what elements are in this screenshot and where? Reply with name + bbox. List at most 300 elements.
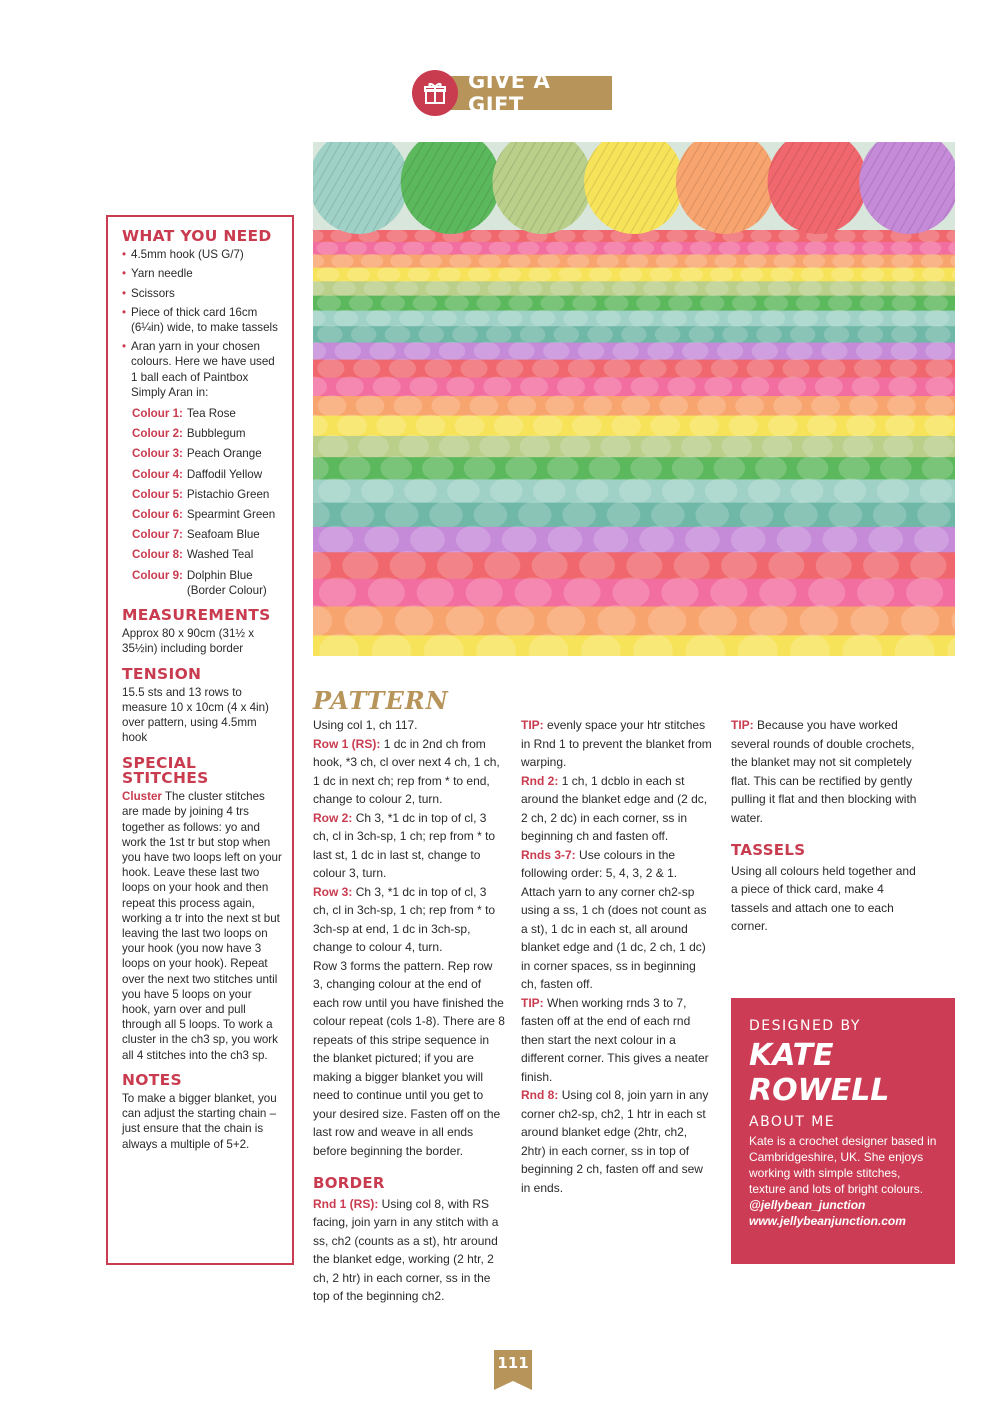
cluster-stitch xyxy=(559,267,582,282)
cluster-stitch xyxy=(662,310,687,327)
cluster-stitch xyxy=(381,295,405,311)
cluster-stitch xyxy=(431,241,453,255)
cluster-stitch xyxy=(797,456,829,480)
cluster-stitch xyxy=(604,241,626,255)
cluster-stitch xyxy=(922,456,954,480)
cluster-stitch xyxy=(926,359,953,379)
cluster-stitch xyxy=(399,435,430,458)
cluster-stitch xyxy=(714,254,736,268)
cluster-stitch xyxy=(857,325,883,343)
cluster-stitch xyxy=(631,377,659,397)
cluster-stitch xyxy=(486,325,512,343)
cluster-stitch xyxy=(674,281,698,297)
cluster-stitch xyxy=(891,254,913,268)
cluster-stitch xyxy=(802,435,833,458)
cluster-stitch xyxy=(528,267,551,282)
cluster-stitch xyxy=(508,254,530,268)
cluster-stitch xyxy=(767,281,791,297)
cluster-stitch xyxy=(358,435,389,458)
cluster-stitch xyxy=(831,267,854,282)
blanket-stripe xyxy=(313,296,955,312)
pattern-column-2 xyxy=(521,716,713,1197)
cluster-stitch xyxy=(826,310,851,327)
cluster-stitch xyxy=(636,295,660,311)
cluster-stitch xyxy=(889,377,917,397)
cluster-stitch xyxy=(341,501,375,528)
cluster-stitch xyxy=(828,501,862,528)
cluster-stitch xyxy=(548,526,583,554)
cluster-stitch xyxy=(818,359,845,379)
cluster-stitch xyxy=(572,415,602,437)
cluster-stitch xyxy=(519,281,543,297)
cluster-stitch xyxy=(567,254,589,268)
cluster-stitch xyxy=(621,325,647,343)
cluster-stitch xyxy=(393,395,422,416)
cluster-stitch xyxy=(317,267,340,282)
cluster-stitch xyxy=(489,241,511,255)
cluster-stitch xyxy=(834,478,867,504)
cluster-stitch xyxy=(339,456,371,480)
cluster-stitch xyxy=(507,395,536,416)
cluster-stitch xyxy=(464,456,496,480)
cluster-stitch xyxy=(921,254,943,268)
cluster-stitch xyxy=(759,577,796,607)
cluster-stitch xyxy=(697,395,726,416)
cluster-stitch xyxy=(690,241,712,255)
cluster-stitch xyxy=(891,241,913,255)
cluster-stitch xyxy=(466,577,503,607)
cluster-stitch xyxy=(356,395,385,416)
cluster-stitch xyxy=(923,435,954,458)
cluster-stitch xyxy=(457,281,481,297)
cluster-stitch xyxy=(695,501,729,528)
cluster-stitch xyxy=(394,281,418,297)
cluster-stitch xyxy=(680,267,703,282)
cluster-stitch xyxy=(705,478,738,504)
cluster-stitch xyxy=(891,325,917,343)
cluster-stitch xyxy=(854,359,881,379)
cluster-stitch xyxy=(762,435,793,458)
cluster-stitch xyxy=(667,377,695,397)
cluster-stitch xyxy=(674,551,710,580)
cluster-stitch xyxy=(682,342,708,361)
cluster-stitch xyxy=(857,577,894,607)
cluster-stitch xyxy=(389,359,416,379)
cluster-stitch xyxy=(399,310,424,327)
cluster-stitch xyxy=(416,415,446,437)
cluster-stitch xyxy=(575,241,597,255)
pattern-row-1: Row 1 (RS): 1 dc in 2nd ch from hook, *3 ch, cl over next 4 ch, 1 ch, 1 dc in next ch; rep from * to end, change to colour 2, turn. xyxy=(313,736,500,806)
cluster-stitch xyxy=(422,456,454,480)
section-badge xyxy=(412,70,612,116)
cluster-stitch xyxy=(922,267,945,282)
pattern-repeat-text: Row 3 forms the pattern. Rep row 3, changing colour at the end of each row until you have finished the colour repeat (cols 1-8). There are 8 repeats of this stripe sequence in the blanket pictured; if you are making a bigger blanket you will need to continue until you get to your desired size. Fasten off on the last row and weave in all ends before beginning the border. xyxy=(313,958,505,1158)
cluster-stitch xyxy=(632,241,654,255)
colour-item: Colour 2: Bubblegum xyxy=(132,427,246,441)
pattern-row-3: Row 3: Ch 3, *1 dc in top of cl, 3 ch, cl in 3ch-sp, 1 ch; rep from * to 3ch-sp at end, 1 dc in 3ch-sp, change to colour 4, turn. xyxy=(313,884,496,954)
cluster-stitch xyxy=(520,377,548,397)
cluster-stitch xyxy=(318,478,351,504)
cluster-stitch xyxy=(856,342,882,361)
cluster-stitch xyxy=(755,456,787,480)
cluster-stitch xyxy=(596,310,621,327)
cluster-stitch xyxy=(483,377,511,397)
cluster-stitch xyxy=(404,478,437,504)
cluster-stitch xyxy=(593,526,628,554)
cluster-stitch xyxy=(710,577,747,607)
cluster-stitch xyxy=(834,229,855,242)
cluster-stitch xyxy=(505,456,537,480)
cluster-stitch xyxy=(830,281,854,297)
cluster-stitch xyxy=(439,435,470,458)
pattern-column-3 xyxy=(731,716,921,936)
cluster-stitch xyxy=(445,295,469,311)
cluster-stitch xyxy=(793,310,818,327)
tension-text: 15.5 sts and 13 rows to measure 10 x 10cm (4 x 4in) over pattern, using 4.5mm hook xyxy=(122,685,269,745)
cluster-stitch xyxy=(368,577,405,607)
cluster-stitch xyxy=(782,359,809,379)
cluster-stitch xyxy=(597,605,635,637)
cluster-stitch xyxy=(518,501,552,528)
cluster-stitch xyxy=(417,577,454,607)
cluster-stitch xyxy=(597,254,619,268)
designer-bio: Kate is a crochet designer based in Cambridgeshire, UK. She enjoys working with simple stitches, texture and lots of bright colours. xyxy=(749,1134,937,1196)
cluster-stitch xyxy=(587,325,613,343)
cluster-stitch xyxy=(713,456,745,480)
cluster-stitch xyxy=(906,577,943,607)
about-me-label: ABOUT ME xyxy=(749,1114,836,1130)
cluster-stitch xyxy=(468,267,491,282)
cluster-stitch xyxy=(563,310,588,327)
pattern-intro: Using col 1, ch 117. xyxy=(313,718,418,732)
cluster-stitch xyxy=(407,267,430,282)
cluster-stitch xyxy=(582,229,603,242)
cluster-stitch xyxy=(410,377,438,397)
cluster-stitch xyxy=(373,377,401,397)
cluster-stitch xyxy=(833,241,855,255)
cluster-stitch xyxy=(484,551,520,580)
cluster-stitch xyxy=(689,325,715,343)
cluster-stitch xyxy=(508,295,532,311)
cluster-stitch xyxy=(583,395,612,416)
cluster-stitch xyxy=(891,342,917,361)
colour-item: Colour 8: Washed Teal xyxy=(132,548,254,562)
cluster-stitch xyxy=(885,415,915,437)
cluster-stitch xyxy=(731,526,766,554)
cluster-stitch xyxy=(576,478,609,504)
cluster-stitch xyxy=(386,229,407,242)
cluster-stitch xyxy=(776,241,798,255)
cluster-stitch xyxy=(520,435,551,458)
cluster-stitch xyxy=(862,254,884,268)
cluster-stitch xyxy=(474,342,500,361)
tassels-heading: TASSELS xyxy=(731,841,806,859)
special-stitches-heading: SPECIAL STITCHES xyxy=(122,753,209,787)
cluster-stitch xyxy=(852,377,880,397)
cluster-stitch xyxy=(546,241,568,255)
cluster-stitch xyxy=(429,501,463,528)
cluster-stitch xyxy=(562,501,596,528)
cluster-stitch xyxy=(317,325,343,343)
cluster-stitch xyxy=(924,295,948,311)
cluster-stitch xyxy=(740,267,763,282)
designer-box xyxy=(731,998,955,1264)
cluster-stitch xyxy=(347,267,370,282)
cluster-stitch xyxy=(502,526,537,554)
cluster-stitch xyxy=(496,359,523,379)
cluster-stitch xyxy=(333,310,358,327)
colour-item: Colour 4: Daffodil Yellow xyxy=(132,467,263,481)
blanket-photo xyxy=(313,142,955,656)
cluster-stitch xyxy=(760,310,785,327)
cluster-stitch xyxy=(749,605,787,637)
cluster-stitch xyxy=(369,342,395,361)
cluster-stitch xyxy=(764,295,788,311)
colour-item: Colour 3: Peach Orange xyxy=(132,447,262,461)
cluster-stitch xyxy=(568,359,595,379)
cluster-stitch xyxy=(494,415,524,437)
cluster-stitch xyxy=(621,395,650,416)
cluster-stitch xyxy=(538,254,560,268)
border-rnd-8: Rnd 8: Using col 8, join yarn in any corner ch2-sp, ch2, 1 htr in each st around blanket edge (2htr, ch2, 2htr) in each corner, ss in top of beginning 2 ch, fasten off and sew in ends. xyxy=(521,1088,709,1195)
cluster-stitch xyxy=(752,342,778,361)
cluster-stitch xyxy=(800,605,838,637)
cluster-stitch xyxy=(318,435,349,458)
cluster-stitch xyxy=(811,395,840,416)
cluster-stitch xyxy=(675,359,702,379)
measurements-text: Approx 80 x 90cm (31½ x 35½in) including border xyxy=(122,627,255,656)
cluster-stitch xyxy=(498,229,519,242)
cluster-stitch xyxy=(460,241,482,255)
pattern-row-2: Row 2: Ch 3, *1 dc in top of cl, 3 ch, cl in 3ch-sp, 1 ch; rep from * to last st, 1 dc in last st, change to colour 3, turn. xyxy=(313,810,496,880)
cluster-stitch xyxy=(533,415,563,437)
cluster-stitch xyxy=(579,551,615,580)
cluster-stitch xyxy=(773,254,795,268)
cluster-stitch xyxy=(721,435,752,458)
list-item: • Yarn needle xyxy=(122,266,282,281)
cluster-stitch xyxy=(604,359,631,379)
cluster-stitch xyxy=(432,310,457,327)
cluster-stitch xyxy=(698,605,736,637)
colour-item: Colour 7: Seafoam Blue xyxy=(132,528,260,542)
cluster-stitch xyxy=(747,241,769,255)
cluster-stitch xyxy=(655,254,677,268)
cluster-stitch xyxy=(925,395,954,416)
cluster-stitch xyxy=(798,281,822,297)
cluster-stitch xyxy=(756,325,782,343)
cluster-stitch xyxy=(846,415,876,437)
cluster-stitch xyxy=(361,478,394,504)
cluster-stitch xyxy=(331,254,353,268)
cluster-stitch xyxy=(455,415,485,437)
border-tip-1: TIP: evenly space your htr stitches in Rnd 1 to prevent the blanket from warping. xyxy=(521,718,712,769)
cluster-stitch xyxy=(704,377,732,397)
cluster-stitch xyxy=(685,254,707,268)
list-item: • 4.5mm hook (US G/7) xyxy=(122,247,282,262)
colour-item: Colour 9: Dolphin Blue (Border Colour) xyxy=(132,568,267,597)
cluster-stitch xyxy=(439,342,465,361)
cluster-stitch xyxy=(385,325,411,343)
cluster-stitch xyxy=(890,359,917,379)
border-rnd-2: Rnd 2: 1 ch, 1 dcblo in each st around the blanket edge and (2 dc, 2 ch, 2 dc) in each corner, ss in beginning ch and fasten off. xyxy=(521,773,708,843)
cluster-stitch xyxy=(532,359,559,379)
materials-sidebar xyxy=(106,215,294,1265)
cluster-stitch xyxy=(901,605,939,637)
cluster-stitch xyxy=(803,254,825,268)
cluster-stitch xyxy=(477,295,501,311)
cluster-stitch xyxy=(533,478,566,504)
cluster-stitch xyxy=(410,526,445,554)
cluster-stitch xyxy=(589,456,621,480)
cluster-stitch xyxy=(479,254,501,268)
cluster-stitch xyxy=(446,605,484,637)
border-rnd-1: Rnd 1 (RS): Using col 8, with RS facing, join yarn in any stitch with a ss, ch2 (counts as a st), htr around the blanket edge, working (2 htr, 2 ch, 2 htr) in each corner, ss in the top of the beginning ch2. xyxy=(313,1196,499,1303)
cluster-stitch xyxy=(816,551,852,580)
notes-heading: NOTES xyxy=(122,1070,182,1089)
cluster-stitch xyxy=(650,415,680,437)
cluster-stitch xyxy=(560,435,591,458)
cluster-stitch xyxy=(508,342,534,361)
tension-heading: TENSION xyxy=(122,664,202,683)
cluster-stitch xyxy=(647,342,673,361)
cluster-stitch xyxy=(639,526,674,554)
cluster-stitch xyxy=(543,342,569,361)
cluster-stitch xyxy=(768,551,804,580)
cluster-stitch xyxy=(863,551,899,580)
cluster-stitch xyxy=(414,229,435,242)
cluster-stitch xyxy=(390,254,412,268)
cluster-stitch xyxy=(547,605,585,637)
cluster-stitch xyxy=(540,295,564,311)
what-you-need-heading: WHAT YOU NEED xyxy=(122,227,272,245)
cluster-stitch xyxy=(547,456,579,480)
cluster-stitch xyxy=(750,229,771,242)
cluster-stitch xyxy=(363,281,387,297)
cluster-stitch xyxy=(786,342,812,361)
cluster-stitch xyxy=(318,395,347,416)
cluster-stitch xyxy=(332,281,356,297)
cluster-stitch xyxy=(732,295,756,311)
cluster-stitch xyxy=(425,359,452,379)
cluster-stitch xyxy=(910,551,946,580)
cluster-stitch xyxy=(563,577,600,607)
cluster-stitch xyxy=(349,295,373,311)
cluster-stitch xyxy=(578,342,604,361)
cluster-stitch xyxy=(815,377,843,397)
cluster-stitch xyxy=(717,342,743,361)
cluster-stitch xyxy=(668,295,692,311)
cluster-stitch xyxy=(747,359,774,379)
cluster-stitch xyxy=(705,281,729,297)
cluster-stitch xyxy=(862,229,883,242)
measurements-heading: MEASUREMENTS xyxy=(122,606,271,625)
cluster-stitch xyxy=(892,281,916,297)
cluster-stitch xyxy=(345,241,367,255)
cluster-stitch xyxy=(335,342,361,361)
cluster-stitch xyxy=(838,456,870,480)
cluster-stitch xyxy=(861,281,885,297)
cluster-stitch xyxy=(600,435,631,458)
cluster-stitch xyxy=(641,435,672,458)
cluster-stitch xyxy=(390,551,426,580)
designer-first-name: KATE xyxy=(749,1038,834,1073)
designer-last-name: ROWELL xyxy=(749,1073,890,1108)
cluster-stitch xyxy=(643,281,667,297)
cluster-stitch xyxy=(892,267,915,282)
cluster-stitch xyxy=(651,501,685,528)
cluster-stitch xyxy=(721,551,757,580)
cluster-stitch xyxy=(426,281,450,297)
cluster-stitch xyxy=(594,377,622,397)
cluster-stitch xyxy=(490,478,523,504)
cluster-stitch xyxy=(808,577,845,607)
cluster-stitch xyxy=(832,254,854,268)
cluster-stitch xyxy=(515,577,552,607)
cluster-stitch xyxy=(366,310,391,327)
cluster-stitch xyxy=(873,501,907,528)
cluster-stitch xyxy=(460,359,487,379)
cluster-stitch xyxy=(807,415,837,437)
cluster-stitch xyxy=(498,267,521,282)
cluster-stitch xyxy=(550,281,574,297)
cluster-stitch xyxy=(920,478,953,504)
cluster-stitch xyxy=(784,501,818,528)
cluster-stitch xyxy=(364,526,399,554)
cluster-stitch xyxy=(437,551,473,580)
cluster-stitch xyxy=(801,267,824,282)
cluster-stitch xyxy=(790,325,816,343)
cluster-stitch xyxy=(685,526,720,554)
cluster-stitch xyxy=(868,526,903,554)
cluster-stitch xyxy=(488,281,512,297)
cluster-stitch xyxy=(741,377,769,397)
notes-text: To make a bigger blanket, you can adjust the starting chain – just ensure that the chain is always a multiple of 5+2. xyxy=(122,1091,277,1151)
pattern-heading: PATTERN xyxy=(313,686,449,715)
cluster-stitch xyxy=(557,377,585,397)
cluster-stitch xyxy=(748,478,781,504)
cluster-stitch xyxy=(666,229,687,242)
cluster-stitch xyxy=(404,342,430,361)
cluster-stitch xyxy=(374,241,396,255)
designer-website: www.jellybeanjunction.com xyxy=(749,1214,906,1228)
cluster-stitch xyxy=(395,605,433,637)
cluster-stitch xyxy=(727,310,752,327)
cluster-stitch xyxy=(773,395,802,416)
gift-icon xyxy=(412,70,458,116)
badge-label: GIVE A GIFT xyxy=(434,76,612,110)
cluster-stitch xyxy=(630,456,662,480)
cluster-stitch xyxy=(456,526,491,554)
cluster-stitch xyxy=(860,295,884,311)
cluster-stitch xyxy=(711,359,738,379)
cluster-stitch xyxy=(778,377,806,397)
cluster-stitch xyxy=(626,254,648,268)
cluster-stitch xyxy=(452,325,478,343)
cluster-stitch xyxy=(318,526,353,554)
cluster-stitch xyxy=(824,325,850,343)
cluster-stitch xyxy=(924,415,954,437)
cluster-stitch xyxy=(351,325,377,343)
list-item: • Scissors xyxy=(122,286,282,301)
border-heading: BORDER xyxy=(313,1174,385,1192)
cluster-stitch xyxy=(604,295,628,311)
cluster-stitch xyxy=(532,551,568,580)
cluster-stitch xyxy=(892,310,917,327)
designer-handle: @jellybean_junction xyxy=(749,1198,866,1212)
cluster-stitch xyxy=(821,342,847,361)
cluster-stitch xyxy=(917,501,951,528)
cluster-stitch xyxy=(883,435,914,458)
